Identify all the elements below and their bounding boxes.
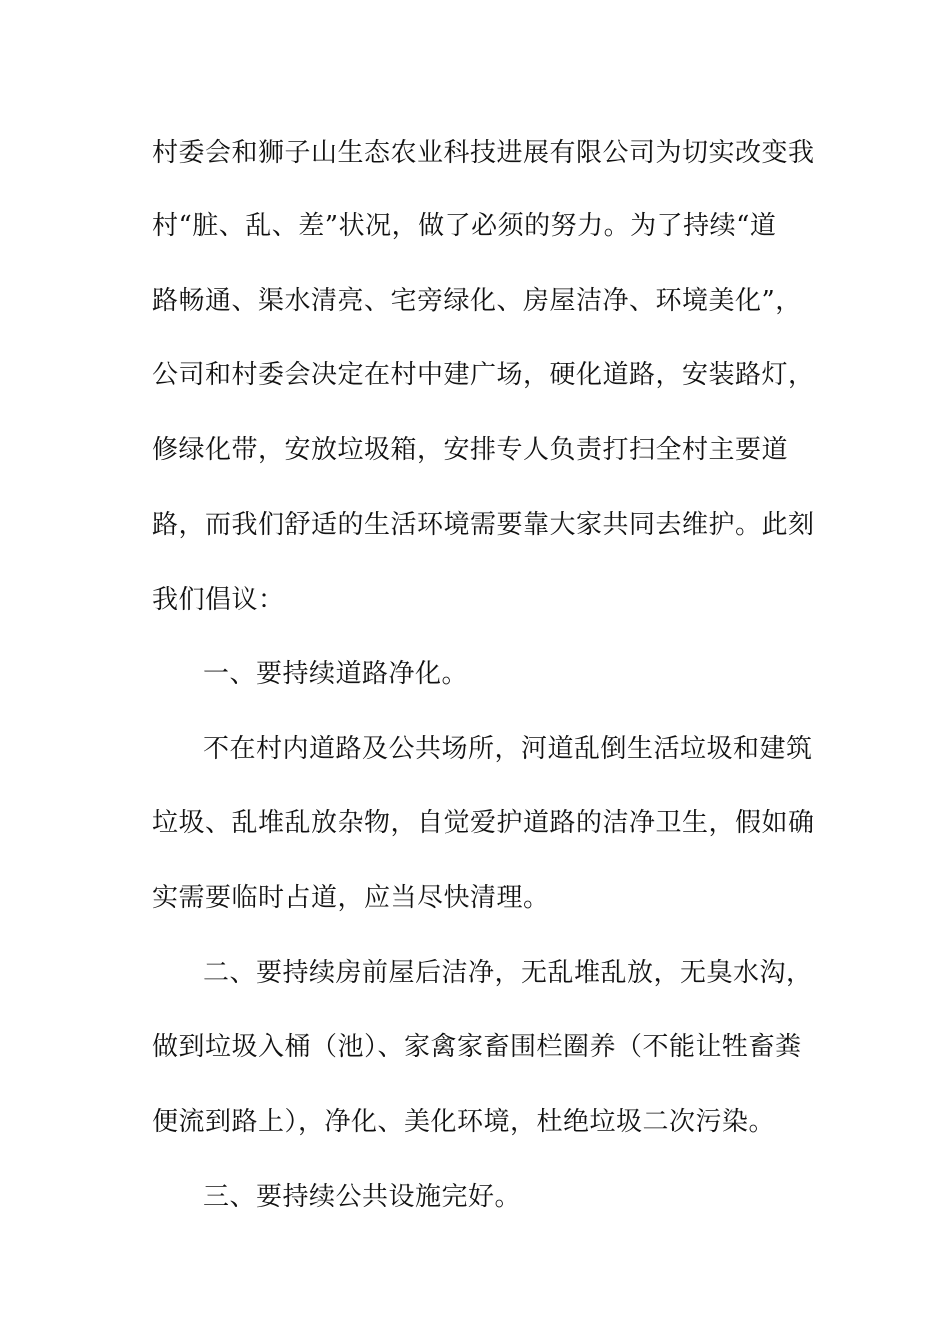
text-line: 便流到路上），净化、美化环境，杜绝垃圾二次污染。 bbox=[152, 1107, 776, 1137]
text-line: 公司和村委会决定在村中建广场，硬化道路，安装路灯， bbox=[152, 360, 815, 390]
text-line: 路畅通、渠水清亮、宅旁绿化、房屋洁净、环境美化”， bbox=[152, 286, 802, 316]
text-line: 垃圾、乱堆乱放杂物，自觉爱护道路的洁净卫生，假如确 bbox=[152, 808, 815, 838]
text-line: 实需要临时占道，应当尽快清理。 bbox=[152, 883, 550, 913]
text-line: 村委会和狮子山生态农业科技进展有限公司为切实改变我 bbox=[152, 138, 815, 168]
section-heading-1: 一、要持续道路净化。 bbox=[203, 659, 469, 689]
text-line: 我们倡议： bbox=[152, 585, 285, 615]
text-line: 不在村内道路及公共场所，河道乱倒生活垃圾和建筑 bbox=[203, 734, 813, 764]
section-heading-3: 三、要持续公共设施完好。 bbox=[203, 1182, 522, 1212]
text-line: 路，而我们舒适的生活环境需要靠大家共同去维护。此刻 bbox=[152, 510, 815, 540]
section-heading-2: 二、要持续房前屋后洁净，无乱堆乱放，无臭水沟， bbox=[203, 958, 813, 988]
text-line: 村“脏、乱、差”状况，做了必须的努力。为了持续“道 bbox=[152, 211, 777, 241]
text-line: 做到垃圾入桶（池）、家禽家畜围栏圈养（不能让牲畜粪 bbox=[152, 1032, 802, 1062]
text-line: 修绿化带，安放垃圾箱，安排专人负责打扫全村主要道 bbox=[152, 435, 789, 465]
